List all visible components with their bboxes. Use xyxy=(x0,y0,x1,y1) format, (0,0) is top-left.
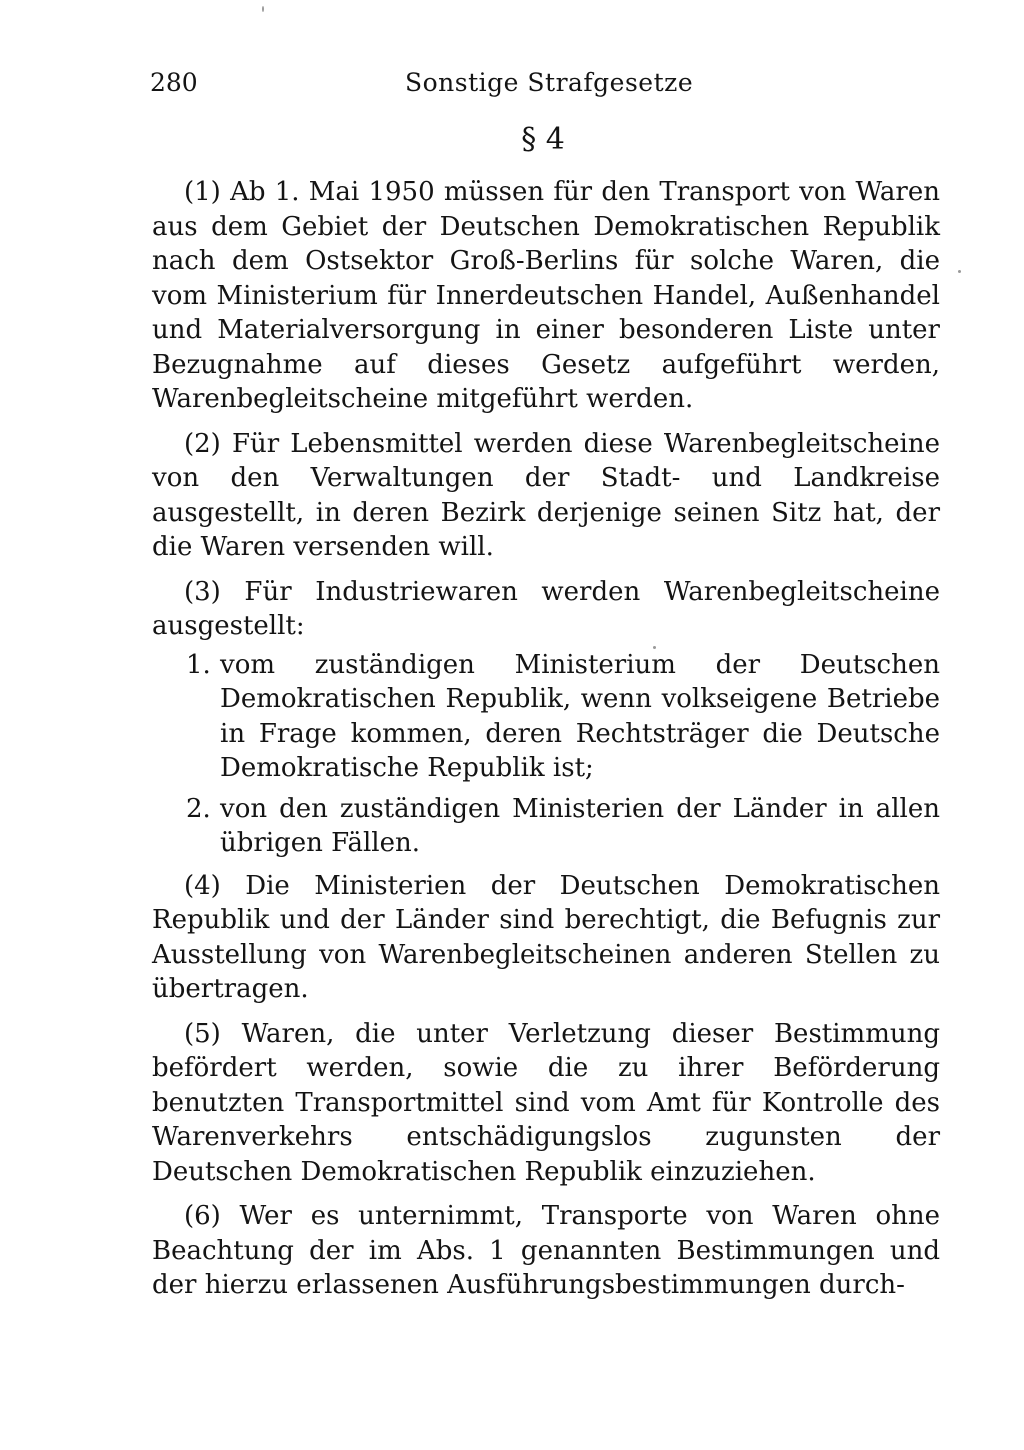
paragraph-5: (5) Waren, die unter Verletzung dieser Bestimmung befördert werden, sowie die zu ihrer Beförderung benutzten Transportmittel sind vom Amt für Kontrolle des Warenverkehrs entschädigungslos zugunsten der Deutschen Demokratischen Republik einzuziehen. xyxy=(152,1018,940,1187)
list-item-text: von den zuständigen Ministerien der Länder in allen übrigen Fällen. xyxy=(220,793,940,858)
list-item xyxy=(152,648,940,786)
section-heading: § 4 xyxy=(521,122,565,157)
numbered-list xyxy=(152,648,940,861)
page-number: 280 xyxy=(150,68,198,97)
scan-speck xyxy=(958,270,961,273)
list-item-text: vom zuständigen Ministerium der Deutschen Demokratischen Republik, wenn volkseigene Betriebe in Frage kommen, deren Rechtsträger die Deutsche Demokratische Republik ist; xyxy=(220,649,940,783)
list-item xyxy=(152,792,940,861)
list-item-number: 2. xyxy=(186,793,211,824)
scan-speck xyxy=(653,646,656,649)
paragraph-3: (3) Für Industriewaren werden Warenbegleitscheine ausgestellt: xyxy=(152,576,940,641)
page-header xyxy=(150,68,940,108)
paragraph-4: (4) Die Ministerien der Deutschen Demokratischen Republik und der Länder sind berechtigt, die Befugnis zur Ausstellung von Warenbegleitscheinen anderen Stellen zu übertragen. xyxy=(152,870,940,1004)
paragraph-6: (6) Wer es unternimmt, Transporte von Waren ohne Beachtung der im Abs. 1 genannten Bestimmungen und der hierzu erlassenen Ausführungsbestimmungen durch- xyxy=(152,1201,940,1300)
paragraph-2: (2) Für Lebensmittel werden diese Warenbegleitscheine von den Verwaltungen der Stadt- und Landkreise ausgestellt, in deren Bezirk derjenige seinen Sitz hat, der die Waren versenden will. xyxy=(152,428,940,562)
paragraph-1: (1) Ab 1. Mai 1950 müssen für den Transport von Waren aus dem Gebiet der Deutschen Demokratischen Republik nach dem Ostsektor Groß-Berlins für solche Waren, die vom Ministerium für Innerdeutschen Handel, Außenhandel und Materialversorgung in einer besonderen Liste unter Bezugnahme auf dieses Gesetz aufgeführt werden, Warenbegleitscheine mitgeführt werden. xyxy=(152,177,940,414)
scan-speck xyxy=(262,6,264,12)
running-head: Sonstige Strafgesetze xyxy=(405,68,694,97)
list-item-number: 1. xyxy=(186,649,211,680)
body-text xyxy=(152,175,940,1303)
